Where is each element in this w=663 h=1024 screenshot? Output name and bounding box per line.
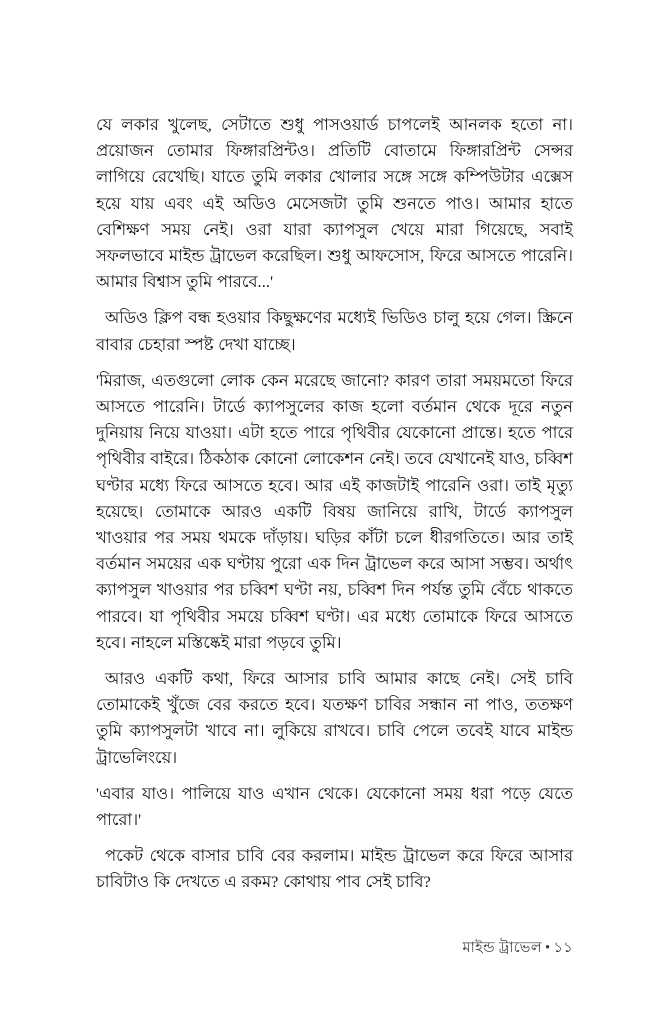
footer-bullet-separator: • — [545, 940, 551, 956]
paragraph-6: পকেট থেকে বাসার চাবি বের করলাম। মাইন্ড ট্রাভেল করে ফিরে আসার চাবিটাও কি দেখতে এ রকম? কোথায় পাব সেই চাবি? — [96, 846, 573, 892]
paragraph-3: 'মিরাজ, এতগুলো লোক কেন মরেছে জানো? কারণ তারা সময়মতো ফিরে আসতে পারেনি। টার্ডে ক্যাপসুলের কাজ হলো বর্তমান থেকে দূরে নতুন দুনিয়ায় নিয়ে যাওয়া। এটা হতে পারে পৃথিবীর যেকোনো প্রান্তে। হতে পারে পৃথিবীর বাইরে। ঠিকঠাক কোনো লোকেশন নেই। তবে যেখানেই যাও, চব্বিশ ঘণ্টার মধ্যে ফিরে আসতে হবে। আর এই কাজটাই পারেনি ওরা। তাই মৃত্যু হয়েছে। তোমাকে আরও একটি বিষয় জানিয়ে রাখি, টার্ডে ক্যাপসুল খাওয়ার পর সময় থমকে দাঁড়ায়। ঘড়ির কাঁটা চলে ধীরগতিতে। আর তাই বর্তমান সময়ের এক ঘণ্টায় পুরো এক দিন ট্রাভেল করে আসা সম্ভব। অর্থাৎ ক্যাপসুল খাওয়ার পর চব্বিশ ঘণ্টা নয়, চব্বিশ দিন পর্যন্ত তুমি বেঁচে থাকতে পারবে। যা পৃথিবীর সময়ে চব্বিশ ঘণ্টা। এর মধ্যে তোমাকে ফিরে আসতে হবে। নাহলে মস্তিষ্কেই মারা পড়বে তুমি। — [96, 370, 573, 652]
footer-book-title: মাইন্ড ট্রাভেল — [462, 940, 543, 956]
page-number: ১১ — [553, 940, 573, 956]
paragraph-4: আরও একটি কথা, ফিরে আসার চাবি আমার কাছে নেই। সেই চাবি তোমাকেই খুঁজে বের করতে হবে। যতক্ষণ চাবির সন্ধান না পাও, ততক্ষণ তুমি ক্যাপসুলটা খাবে না। লুকিয়ে রাখবে। চাবি পেলে তবেই যাবে মাইন্ড ট্রাভেলিংয়ে। — [96, 669, 573, 767]
body-text-column — [96, 112, 573, 896]
page-footer — [96, 938, 573, 958]
paragraph-2: অডিও ক্লিপ বন্ধ হওয়ার কিছুক্ষণের মধ্যেই ভিডিও চালু হয়ে গেল। স্ক্রিনে বাবার চেহারা স্পষ্ট দেখা যাচ্ছে। — [96, 308, 573, 354]
paragraph-1: যে লকার খুলেছ, সেটাতে শুধু পাসওয়ার্ড চাপলেই আনলক হতো না। প্রয়োজন তোমার ফিঙ্গারপ্রিন্টও। প্রতিটি বোতামে ফিঙ্গারপ্রিন্ট সেন্সর লাগিয়ে রেখেছি। যাতে তুমি লকার খোলার সঙ্গে সঙ্গে কম্পিউটার এক্সেস হয়ে যায় এবং এই অডিও মেসেজটা তুমি শুনতে পাও। আমার হাতে বেশিক্ষণ সময় নেই। ওরা যারা ক্যাপসুল খেয়ে মারা গিয়েছে, সবাই সফলভাবে মাইন্ড ট্রাভেল করেছিল। শুধু আফসোস, ফিরে আসতে পারেনি। আমার বিশ্বাস তুমি পারবে...' — [96, 115, 573, 292]
paragraph-5: 'এবার যাও। পালিয়ে যাও এখান থেকে। যেকোনো সময় ধরা পড়ে যেতে পারো।' — [96, 783, 573, 830]
